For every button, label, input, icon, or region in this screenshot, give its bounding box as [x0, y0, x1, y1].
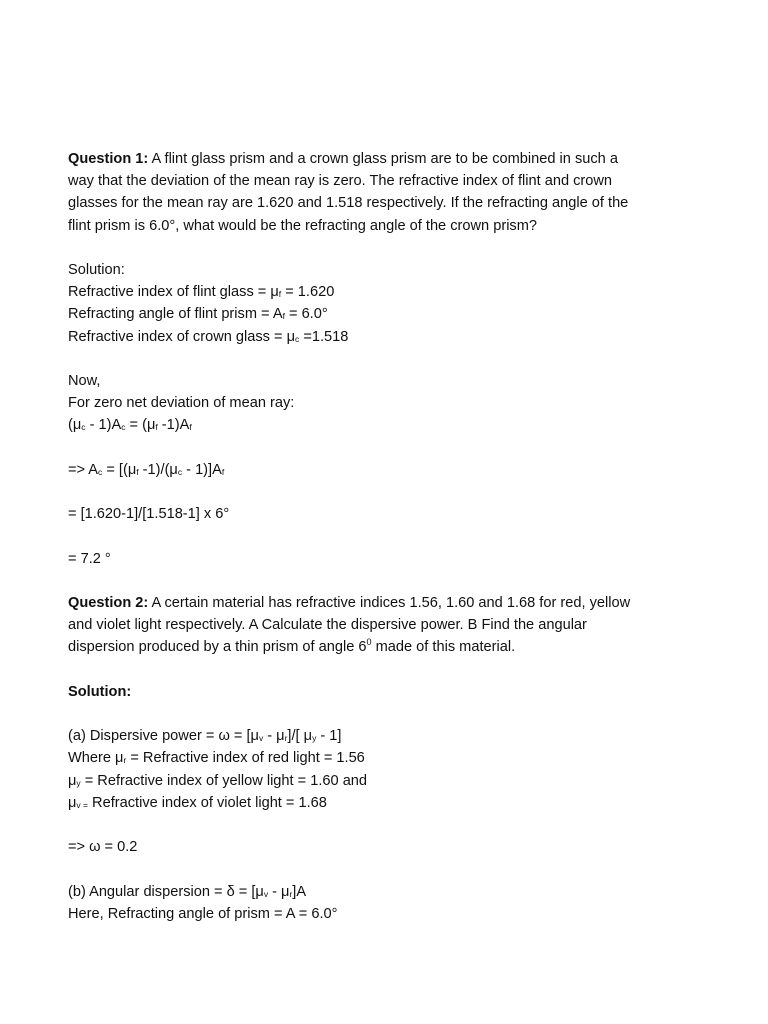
- question-2-text: A certain material has refractive indices 1.56, 1.60 and 1.68 for red, yellow: [148, 594, 631, 611]
- violet-index-line: $\mu_v$ $_=$ Refractive index of violet light = 1.68: [68, 794, 327, 811]
- solution-1-heading: Solution:: [68, 262, 125, 278]
- document-page: [68, 148, 708, 925]
- condition-text: For zero net deviation of mean ray:: [68, 395, 295, 412]
- result-1: = 7.2 °: [68, 550, 111, 567]
- question-2-line-3: dispersion produced by a thin prism of angle $6^0$ made of this material.: [68, 637, 516, 656]
- question-1-label: Question 1:: [68, 151, 149, 167]
- equation-2: => $A_c = [(\mu_f$ $-1)/(\mu_c - 1)]A_f$: [68, 461, 225, 478]
- question-2-label: Question 2:: [68, 594, 149, 611]
- solution-2-heading: Solution:: [68, 683, 132, 700]
- given-flint-index: Refractive index of flint glass = $\mu_f = 1.620$: [68, 284, 335, 301]
- angular-dispersion-formula: (b) Angular dispersion = $\delta = [\mu_v - \mu_r]A$: [68, 883, 307, 900]
- question-1-line-4: flint prism is 6.0°, what would be the refracting angle of the crown prism?: [68, 217, 538, 234]
- dispersive-power-formula: (a) Dispersive power = $\omega = [\mu_v - \mu_r]/$[ $\mu_y - 1$]: [68, 728, 342, 745]
- question-1-line-2: way that the deviation of the mean ray is zero. The refractive index of flint and crown: [68, 173, 613, 190]
- red-index-line: Where $\mu_r$ = Refractive index of red light = 1.56: [68, 750, 365, 767]
- equation-3: = [1.620-1]/[1.518-1] x 6°: [68, 506, 230, 523]
- given-flint-angle: Refracting angle of flint prism = $A_f = 6.0^\circ$: [68, 306, 328, 323]
- question-2-line-2: and violet light respectively. A Calculate the dispersive power. B Find the angular: [68, 617, 587, 634]
- question-2-line-1: [68, 592, 708, 614]
- now-text: Now,: [68, 373, 101, 389]
- equation-1: $(\mu_c - 1)A_c = (\mu_f$ $-1)A_f$: [68, 417, 192, 434]
- omega-result: => ω = 0.2: [68, 839, 138, 856]
- yellow-index-line: $\mu_y$ = Refractive index of yellow light = 1.60 and: [68, 772, 368, 789]
- given-crown-index: Refractive index of crown glass = $\mu_c =1.518$: [68, 328, 349, 345]
- question-1-line-1: [68, 148, 708, 170]
- prism-angle-line: Here, Refracting angle of prism = A = 6.0°: [68, 905, 338, 922]
- question-1-text: A flint glass prism and a crown glass prism are to be combined in such a: [148, 151, 618, 167]
- question-1-line-3: glasses for the mean ray are 1.620 and 1.518 respectively. If the refracting angle of the: [68, 195, 629, 212]
